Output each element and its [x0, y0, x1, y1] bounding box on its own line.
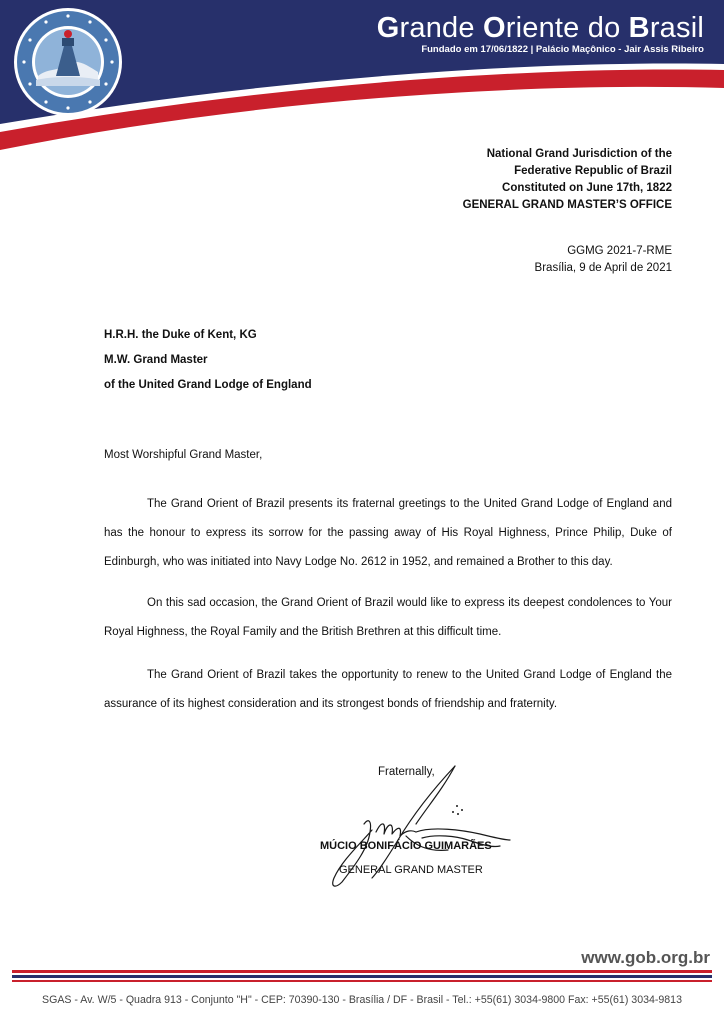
body-paragraph-2: On this sad occasion, the Grand Orient of Brazil would like to express its deepest condolences to Your Royal Highness, the Royal Family and the British Brethren at this difficult time.	[104, 597, 672, 638]
jurisdiction-line: GENERAL GRAND MASTER’S OFFICE	[462, 199, 672, 211]
reference-block	[535, 243, 672, 277]
reference-code: GGMG 2021-7-RME	[567, 245, 672, 257]
recipient-line: of the United Grand Lodge of England	[104, 379, 312, 391]
body-paragraph-1: The Grand Orient of Brazil presents its fraternal greetings to the United Grand Lodge of England and has the honour to express its sorrow for the passing away of His Royal Highness, Prince Philip, Duke of Edinburgh, who was initiated into Navy Lodge No. 2612 in 1952, and remained a Brother to this day.	[104, 498, 672, 568]
recipient-address	[104, 323, 312, 398]
signer-role: GENERAL GRAND MASTER	[339, 864, 483, 876]
closing-phrase: Fraternally,	[378, 766, 435, 778]
recipient-line: M.W. Grand Master	[104, 354, 208, 366]
footer-divider-lines	[0, 968, 724, 990]
body-paragraph-3: The Grand Orient of Brazil takes the opportunity to renew to the United Grand Lodge of England the assurance of its highest consideration and its strongest bonds of friendship and fraternity.	[104, 669, 672, 710]
jurisdiction-line: Constituted on June 17th, 1822	[502, 182, 672, 194]
organization-subtitle: Fundado em 17/06/1822 | Palácio Maçônico - Jair Assis Ribeiro	[421, 44, 704, 55]
place-date: Brasília, 9 de April de 2021	[534, 262, 672, 274]
jurisdiction-line: Federative Republic of Brazil	[514, 165, 672, 177]
title-initial-o: O	[482, 12, 506, 44]
signer-name: MÚCIO BONIFÁCIO GUIMARÃES	[320, 840, 492, 852]
grand-orient-seal-logo	[12, 6, 124, 118]
jurisdiction-line: National Grand Jurisdiction of the	[486, 148, 672, 160]
website-link[interactable]: www.gob.org.br	[581, 948, 710, 967]
organization-name	[377, 12, 704, 45]
recipient-line: H.R.H. the Duke of Kent, KG	[104, 329, 257, 341]
footer-address: SGAS - Av. W/5 - Quadra 913 - Conjunto "H" - CEP: 70390-130 - Brasília / DF - Brasil - Tel.: +55(61) 3034-9800 Fax: +55(61) 3034-9813	[42, 994, 682, 1006]
title-initial-b: B	[628, 12, 650, 44]
jurisdiction-block	[463, 146, 672, 214]
salutation: Most Worshipful Grand Master,	[104, 449, 263, 461]
title-rest-o: riente do	[505, 12, 629, 44]
title-initial-g: G	[376, 12, 400, 44]
title-rest-g: rande	[399, 12, 483, 44]
title-rest-b: rasil	[649, 12, 704, 44]
